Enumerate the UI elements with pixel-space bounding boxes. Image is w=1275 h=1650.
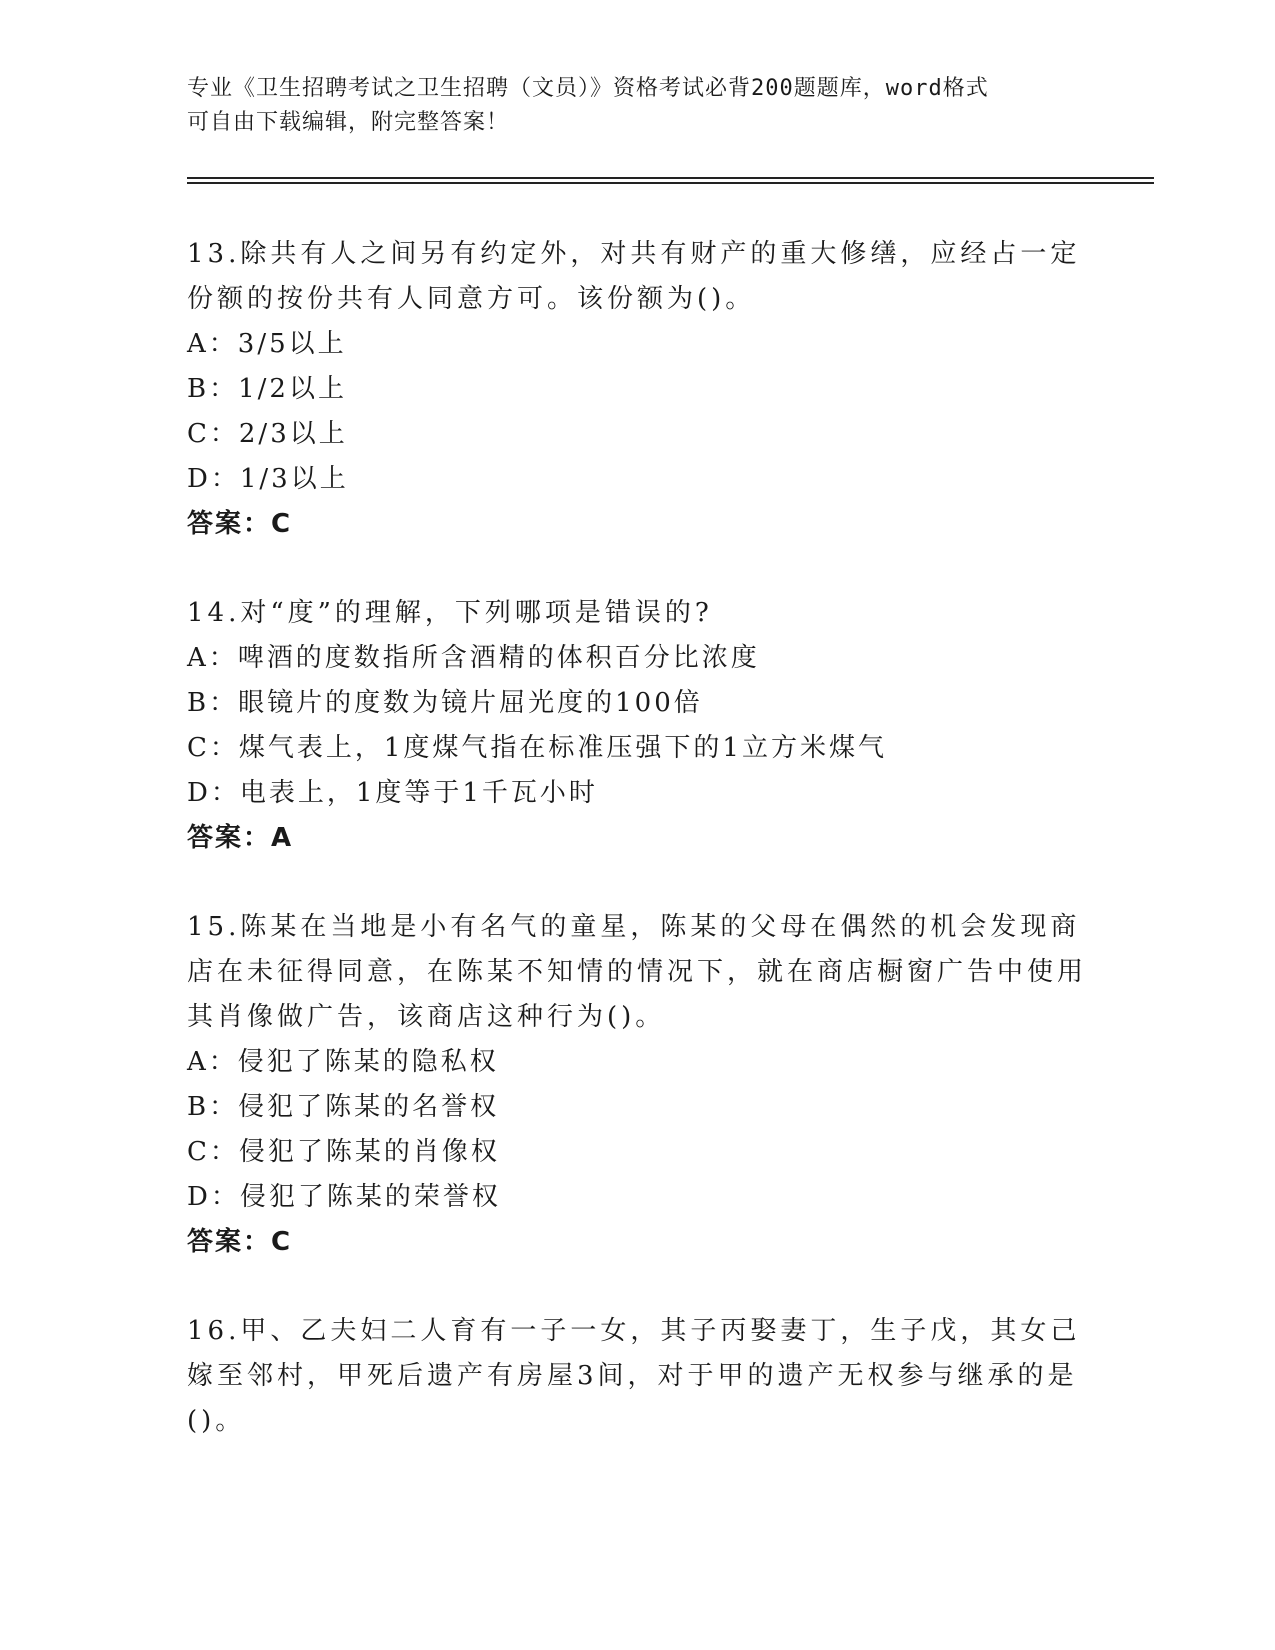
option-b: B：1/2以上 (187, 374, 347, 404)
question-stem: 14.对“度”的理解，下列哪项是错误的? (187, 598, 713, 628)
question-list (187, 232, 1087, 1488)
header-line-2: 可自由下载编辑，附完整答案！ (187, 110, 510, 135)
option-d: D：电表上，1度等于1千瓦小时 (187, 778, 598, 808)
question-stem: 15.陈某在当地是小有名气的童星，陈某的父母在偶然的机会发现商店在未征得同意，在陈某不知情的情况下，就在商店橱窗广告中使用其肖像做广告，该商店这种行为()。 (187, 912, 1088, 1032)
option-a: A：3/5以上 (187, 329, 347, 359)
header-divider-top (187, 177, 1154, 179)
option-c: C：煤气表上，1度煤气指在标准压强下的1立方米煤气 (187, 733, 887, 763)
question-13 (187, 232, 1087, 547)
option-a: A：侵犯了陈某的隐私权 (187, 1047, 499, 1077)
question-15 (187, 905, 1087, 1265)
question-stem: 13.除共有人之间另有约定外，对共有财产的重大修缮，应经占一定份额的按份共有人同意方可。该份额为()。 (187, 239, 1081, 314)
option-c: C：2/3以上 (187, 419, 348, 449)
option-b: B：眼镜片的度数为镜片屈光度的100倍 (187, 688, 703, 718)
option-d: D：1/3以上 (187, 464, 349, 494)
option-d: D：侵犯了陈某的荣誉权 (187, 1182, 501, 1212)
option-b: B：侵犯了陈某的名誉权 (187, 1092, 500, 1122)
answer-label: 答案：C (187, 509, 293, 539)
header-line-1: 专业《卫生招聘考试之卫生招聘（文员）》资格考试必背200题题库，word格式 (187, 76, 989, 101)
header-divider-bottom (187, 182, 1154, 184)
answer-label: 答案：A (187, 823, 294, 853)
document-header (187, 72, 1087, 140)
answer-label: 答案：C (187, 1227, 293, 1257)
question-16 (187, 1309, 1087, 1444)
question-stem: 16.甲、乙夫妇二人育有一子一女，其子丙娶妻丁，生子戊，其女己嫁至邻村，甲死后遗产有房屋3间，对于甲的遗产无权参与继承的是()。 (187, 1316, 1081, 1436)
option-a: A：啤酒的度数指所含酒精的体积百分比浓度 (187, 643, 760, 673)
option-c: C：侵犯了陈某的肖像权 (187, 1137, 500, 1167)
question-14 (187, 591, 1087, 861)
